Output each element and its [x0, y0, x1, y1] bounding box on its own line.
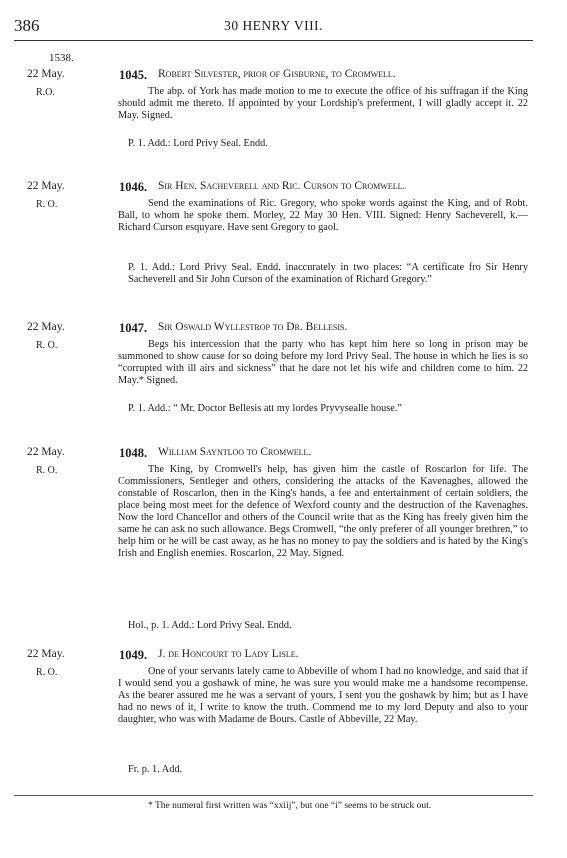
entry-source: R.O.: [36, 87, 55, 98]
running-title: 30 HENRY VIII.: [224, 18, 323, 33]
entry-date: 22 May.: [27, 446, 65, 458]
entry-number: 1047.: [119, 321, 148, 335]
entry-date: 22 May.: [27, 321, 65, 333]
entry-number: 1049.: [119, 648, 148, 662]
footnote: * The numeral first written was “xxiij”, but one “i” seems to be struck out.: [148, 801, 432, 811]
header-rule: [14, 40, 533, 41]
entry-date: 22 May.: [27, 180, 65, 192]
entry-body: One of your servants lately came to Abbeville of whom I had no knowledge, and said that if I would send you a goshawk of mine, he was sure you would make me a handsome recompense. As the bearer assured me he was a servant of yours, I sent you the goshawk by him; but as I have had no news of it, I write to know the truth. Commend me to my lord Deputy and also to your daughter, who was with Madame de Bours. Castle of Abbeville, 22 May.: [118, 666, 528, 725]
entry-source: R. O.: [36, 199, 58, 210]
footnote-rule: [14, 795, 533, 796]
entry-addendum: P. 1. Add.: “ Mr. Doctor Bellesis att my lordes Pryvysealle house.”: [128, 403, 402, 414]
entry-number: 1045.: [119, 68, 148, 82]
entry-body: Begs his intercession that the party who has kept him here so long in prison may be summoned to show cause for so doing before my lord Privy Seal. The house in which he lies is so “corrupted with ill airs and sickness” that he dare not let his wife and children come to him. 22 May.* Signed.: [118, 339, 528, 386]
year-label: 1538.: [49, 52, 74, 64]
page-header: [14, 16, 533, 38]
entry-addendum: P. 1. Add.: Lord Privy Seal. Endd.: [128, 138, 268, 149]
entry-heading: J. de Honcourt to Lady Lisle.: [158, 648, 299, 660]
page-number: 386: [14, 16, 40, 35]
entry-heading: Robert Silvester, prior of Gisburne, to Cromwell.: [158, 68, 396, 80]
entry-body: Send the examinations of Ric. Gregory, who spoke words against the King, and of Robt. Ball, to whom he spoke them. Morley, 22 May 30 Hen. VIII. Signed: Henry Sacheverell, k.—Richard Curson esquyare. Have sent Gregory to gaol.: [118, 198, 528, 233]
entry-body: The King, by Cromwell's help, has given him the castle of Roscarlon for life. The Commissioners, Sentleger and others, considering the attacks of the Kavenaghes, allowed the constable of Roscarlon, then in the King's hands, a fee and entertainment of certain soldiers, the place being most meet for the defence of Wexford county and the destruction of the Kavenaghes. Now the lord Chancellor and others of the Council write that as the King has freely given him the same he can ask no such allowance. Begs Cromwell, “the only preferer of all younger brethren,” to help him or he will be cast away, as he has no money to pay the soldiers and is hated by the King's Irish and English enemies. Roscarlon, 22 May. Signed.: [118, 464, 528, 559]
entry-number: 1048.: [119, 446, 148, 460]
entry-date: 22 May.: [27, 648, 65, 660]
entry-addendum: P. 1. Add.: Lord Privy Seal. Endd. inaccurately in two places: “A certificate fro Sir Henry Sacheverell and Sir John Curson of the examination of Richard Gregory.”: [128, 262, 528, 285]
entry-addendum: Hol., p. 1. Add.: Lord Privy Seal. Endd.: [128, 620, 292, 631]
entry-number: 1046.: [119, 180, 148, 194]
entry-body: The abp. of York has made motion to me to execute the office of his suffragan if the King should admit me thereto. If appointed by your Lordship's preferment, I will gladly accept it. 22 May. Signed.: [118, 86, 528, 121]
entry-source: R. O.: [36, 340, 58, 351]
entry-source: R. O.: [36, 465, 58, 476]
entry-heading: Sir Oswald Wyllestrop to Dr. Bellesis.: [158, 321, 348, 333]
entry-heading: William Sayntloo to Cromwell.: [158, 446, 312, 458]
entry-addendum: Fr. p. 1. Add.: [128, 764, 183, 775]
entry-source: R. O.: [36, 667, 58, 678]
entry-date: 22 May.: [27, 68, 65, 80]
entry-heading: Sir Hen. Sacheverell and Ric. Curson to Cromwell.: [158, 180, 406, 192]
